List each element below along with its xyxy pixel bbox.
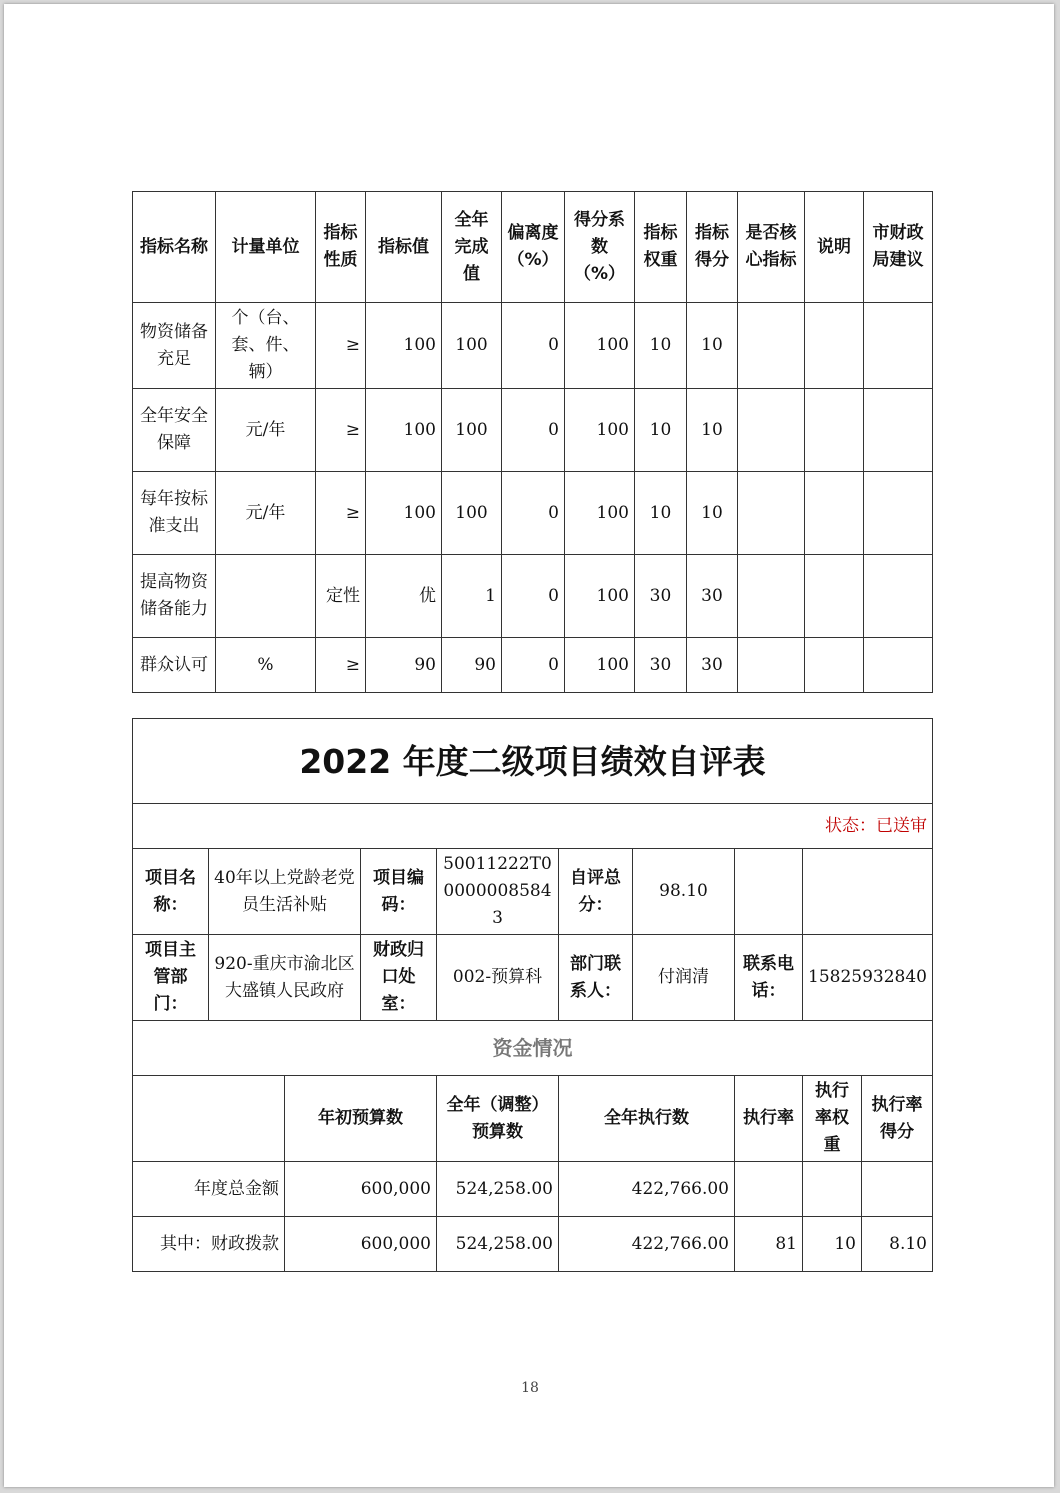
indicator-row: [133, 638, 933, 693]
indicator-actual: 100: [442, 389, 502, 472]
header-cell: 指标性质: [316, 192, 366, 303]
indicator-nature: 定性: [316, 555, 366, 638]
indicator-nature: ≥: [316, 638, 366, 693]
header-cell: 市财政局建议: [864, 192, 933, 303]
indicator-score: 10: [687, 303, 738, 389]
indicator-note: [805, 472, 864, 555]
indicator-deviation: 0: [502, 638, 565, 693]
indicator-core: [738, 472, 805, 555]
indicator-score: 10: [687, 472, 738, 555]
indicator-nature: ≥: [316, 303, 366, 389]
contact-value: 付润清: [633, 935, 735, 1021]
header-cell: 计量单位: [216, 192, 316, 303]
indicator-target: 100: [366, 472, 442, 555]
indicator-note: [805, 303, 864, 389]
header-cell: 全年完成值: [442, 192, 502, 303]
indicator-advice: [864, 638, 933, 693]
empty-cell: [735, 849, 803, 935]
funds-section-row: [133, 1021, 933, 1076]
indicator-advice: [864, 389, 933, 472]
indicator-note: [805, 638, 864, 693]
indicator-weight: 10: [635, 472, 687, 555]
phone-value: 15825932840: [803, 935, 933, 1021]
indicator-actual: 100: [442, 472, 502, 555]
status-text: 状态：已送审: [133, 804, 933, 849]
funds-rate: 81: [735, 1217, 803, 1272]
indicator-note: [805, 389, 864, 472]
header-cell: 说明: [805, 192, 864, 303]
indicator-advice: [864, 555, 933, 638]
funds-header-cell: 执行率权重: [803, 1076, 862, 1162]
indicator-target: 100: [366, 303, 442, 389]
header-cell: 指标权重: [635, 192, 687, 303]
dept-label: 项目主管部门：: [133, 935, 209, 1021]
indicator-unit: 元/年: [216, 389, 316, 472]
funds-rate: [735, 1162, 803, 1217]
funds-section-title: 资金情况: [133, 1021, 933, 1076]
funds-executed: 422,766.00: [559, 1217, 735, 1272]
funds-header-cell: 全年（调整）预算数: [437, 1076, 559, 1162]
indicator-header-row: [133, 192, 933, 303]
indicator-score: 30: [687, 555, 738, 638]
header-cell: 得分系数（%）: [565, 192, 635, 303]
project-name-label: 项目名称：: [133, 849, 209, 935]
indicator-weight: 30: [635, 555, 687, 638]
finance-label: 财政归口处室：: [361, 935, 437, 1021]
indicator-actual: 1: [442, 555, 502, 638]
funds-initial: 600,000: [285, 1217, 437, 1272]
funds-score: [862, 1162, 933, 1217]
project-name-value: 40年以上党龄老党员生活补贴: [209, 849, 361, 935]
funds-row-label: 其中：财政拨款: [133, 1217, 285, 1272]
header-cell: 偏离度（%）: [502, 192, 565, 303]
indicator-score: 30: [687, 638, 738, 693]
indicator-deviation: 0: [502, 303, 565, 389]
header-cell: 指标名称: [133, 192, 216, 303]
indicator-table: [132, 191, 933, 693]
indicator-unit: 个（台、套、件、辆）: [216, 303, 316, 389]
indicator-name: 每年按标准支出: [133, 472, 216, 555]
status-row: [133, 804, 933, 849]
indicator-core: [738, 389, 805, 472]
indicator-deviation: 0: [502, 472, 565, 555]
funds-row-label: 年度总金额: [133, 1162, 285, 1217]
finance-value: 002-预算科: [437, 935, 559, 1021]
indicator-name: 群众认可: [133, 638, 216, 693]
indicator-weight: 10: [635, 303, 687, 389]
indicator-actual: 100: [442, 303, 502, 389]
funds-executed: 422,766.00: [559, 1162, 735, 1217]
indicator-deviation: 0: [502, 389, 565, 472]
dept-value: 920-重庆市渝北区大盛镇人民政府: [209, 935, 361, 1021]
indicator-actual: 90: [442, 638, 502, 693]
indicator-deviation: 0: [502, 555, 565, 638]
indicator-coef: 100: [565, 638, 635, 693]
score-label: 自评总分：: [559, 849, 633, 935]
indicator-target: 优: [366, 555, 442, 638]
funds-row: [133, 1162, 933, 1217]
indicator-weight: 30: [635, 638, 687, 693]
indicator-advice: [864, 303, 933, 389]
funds-weight: 10: [803, 1217, 862, 1272]
indicator-coef: 100: [565, 472, 635, 555]
indicator-score: 10: [687, 389, 738, 472]
header-cell: 是否核心指标: [738, 192, 805, 303]
score-value: 98.10: [633, 849, 735, 935]
project-info-row: [133, 849, 933, 935]
funds-adjusted: 524,258.00: [437, 1162, 559, 1217]
indicator-target: 90: [366, 638, 442, 693]
indicator-unit: 元/年: [216, 472, 316, 555]
indicator-coef: 100: [565, 389, 635, 472]
form-title: 2022 年度二级项目绩效自评表: [133, 719, 933, 804]
funds-weight: [803, 1162, 862, 1217]
project-code-value: 50011222T000000085843: [437, 849, 559, 935]
empty-cell: [803, 849, 933, 935]
funds-header-cell: 执行率得分: [862, 1076, 933, 1162]
eval-form-table: [132, 718, 933, 1272]
funds-header-cell: [133, 1076, 285, 1162]
indicator-advice: [864, 472, 933, 555]
funds-initial: 600,000: [285, 1162, 437, 1217]
indicator-weight: 10: [635, 389, 687, 472]
funds-header-cell: 执行率: [735, 1076, 803, 1162]
indicator-name: 物资储备充足: [133, 303, 216, 389]
phone-label: 联系电话：: [735, 935, 803, 1021]
indicator-target: 100: [366, 389, 442, 472]
indicator-note: [805, 555, 864, 638]
indicator-unit: %: [216, 638, 316, 693]
indicator-row: [133, 303, 933, 389]
indicator-coef: 100: [565, 555, 635, 638]
indicator-name: 提高物资储备能力: [133, 555, 216, 638]
indicator-core: [738, 555, 805, 638]
indicator-coef: 100: [565, 303, 635, 389]
indicator-core: [738, 303, 805, 389]
indicator-row: [133, 389, 933, 472]
funds-header-row: [133, 1076, 933, 1162]
dept-info-row: [133, 935, 933, 1021]
header-cell: 指标得分: [687, 192, 738, 303]
funds-adjusted: 524,258.00: [437, 1217, 559, 1272]
funds-header-cell: 全年执行数: [559, 1076, 735, 1162]
funds-header-cell: 年初预算数: [285, 1076, 437, 1162]
indicator-unit: [216, 555, 316, 638]
indicator-name: 全年安全保障: [133, 389, 216, 472]
indicator-nature: ≥: [316, 389, 366, 472]
indicator-row: [133, 555, 933, 638]
contact-label: 部门联系人：: [559, 935, 633, 1021]
page-number: 18: [521, 1380, 539, 1396]
indicator-row: [133, 472, 933, 555]
funds-row: [133, 1217, 933, 1272]
indicator-core: [738, 638, 805, 693]
funds-score: 8.10: [862, 1217, 933, 1272]
project-code-label: 项目编码：: [361, 849, 437, 935]
indicator-nature: ≥: [316, 472, 366, 555]
header-cell: 指标值: [366, 192, 442, 303]
form-title-row: [133, 719, 933, 804]
